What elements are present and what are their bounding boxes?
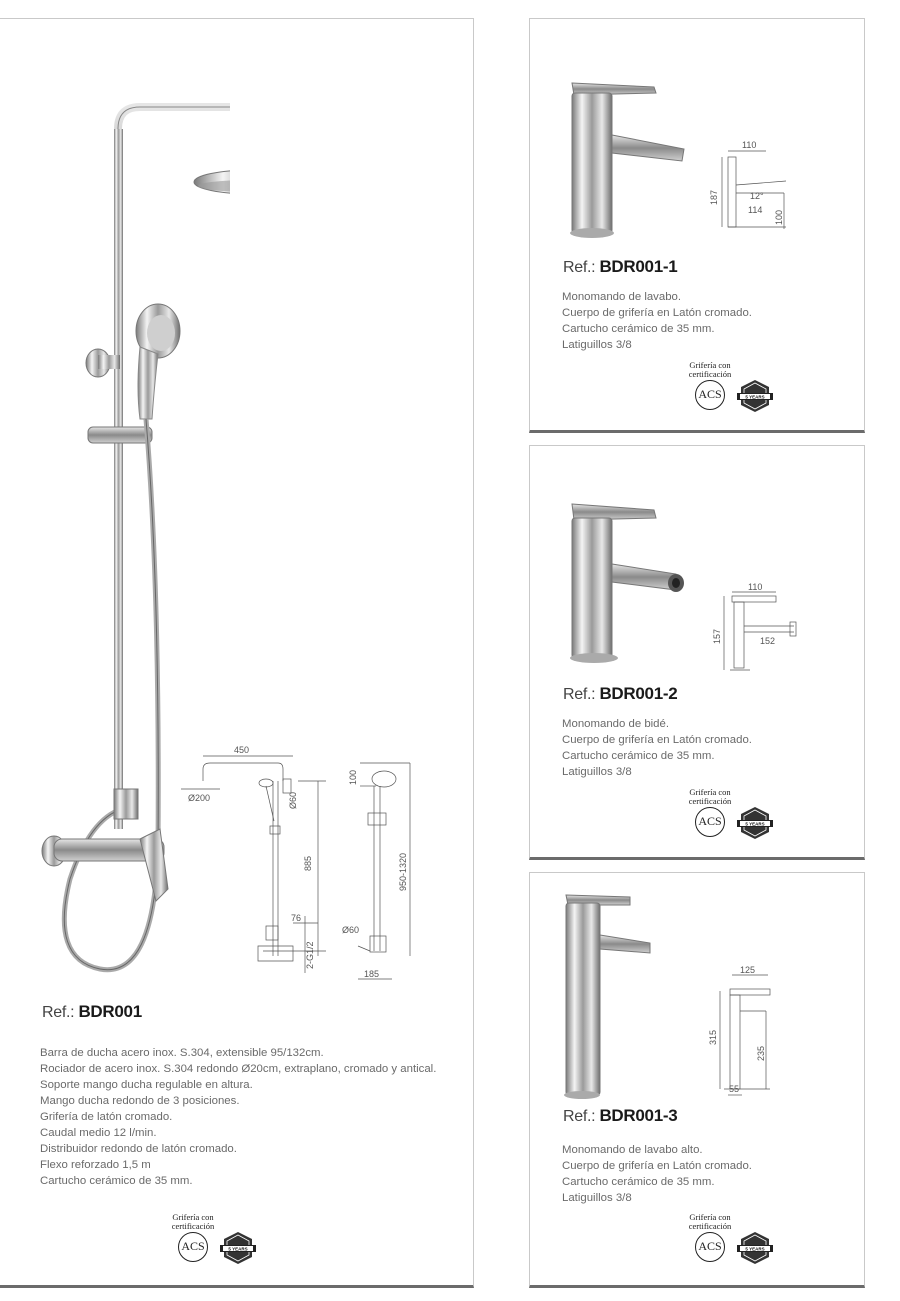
dim-support-diameter: Ø60	[288, 791, 298, 809]
description-line: Grifería de latón cromado.	[40, 1111, 173, 1123]
description-line: Monomando de lavabo.	[562, 291, 682, 303]
dim-reach: 152	[760, 636, 776, 646]
dim-spout-height: 100	[774, 209, 784, 225]
description-line: Barra de ducha acero inox. S.304, extensible 95/132cm.	[40, 1047, 324, 1059]
product-card-bdr001-3	[529, 872, 865, 1288]
ref-prefix: Ref.:	[42, 1004, 75, 1021]
product-description	[562, 1142, 752, 1206]
ref-code: BDR001	[78, 1002, 142, 1021]
dim-spout-height: 235	[756, 1045, 766, 1061]
svg-text:5 YEARS: 5 YEARS	[745, 821, 765, 827]
description-line: Latiguillos 3/8	[562, 766, 632, 778]
dim-reach: 114	[748, 205, 763, 215]
dim-offset: 76	[291, 913, 302, 923]
bdr001-side-drawing	[340, 741, 430, 991]
svg-text:5 YEARS: 5 YEARS	[228, 1246, 248, 1252]
certification-block	[667, 1213, 787, 1269]
warranty-badge-icon	[737, 1231, 773, 1265]
warranty-badge-icon	[220, 1231, 256, 1265]
dim-width: 110	[742, 140, 757, 150]
dim-base-diameter: Ø60	[342, 925, 360, 935]
acs-icon: ACS	[695, 380, 725, 410]
product-card-bdr001-2	[529, 445, 865, 860]
product-description	[40, 1045, 436, 1189]
product-description	[562, 289, 752, 353]
description-line: Monomando de bidé.	[562, 718, 670, 730]
certification-label: Grifería con certificación	[171, 1212, 215, 1231]
warranty-badge-icon	[737, 806, 773, 840]
acs-icon: ACS	[178, 1232, 208, 1262]
description-line: Cartucho cerámico de 35 mm.	[562, 750, 715, 762]
ref-label	[563, 1106, 677, 1126]
dim-width: 125	[740, 965, 756, 975]
product-card-bdr001	[0, 18, 474, 1288]
ref-prefix: Ref.:	[563, 1108, 596, 1125]
bdr001-2-technical-drawing	[710, 580, 850, 680]
dim-thread: 2-G1/2	[305, 941, 315, 969]
description-line: Rociador de acero inox. S.304 redondo Ø20cm, extraplano, cromado y antical.	[40, 1063, 437, 1075]
basin-mixer-image	[564, 73, 694, 243]
acs-icon: ACS	[695, 1232, 725, 1262]
certification-label: Grifería con certificación	[688, 360, 732, 379]
tall-basin-mixer-image	[564, 893, 694, 1103]
dim-base: 55	[729, 1084, 740, 1094]
dim-width: 110	[748, 582, 763, 592]
description-line: Flexo reforzado 1,5 m	[40, 1159, 151, 1171]
dim-range: 950-1320	[398, 852, 408, 891]
description-line: Distribuidor redondo de latón cromado.	[40, 1143, 237, 1155]
ref-code: BDR001-2	[599, 684, 678, 703]
ref-prefix: Ref.:	[563, 259, 596, 276]
svg-text:5 YEARS: 5 YEARS	[745, 394, 765, 400]
description-line: Cuerpo de grifería en Latón cromado.	[562, 307, 752, 319]
description-line: Mango ducha redondo de 3 posiciones.	[40, 1095, 240, 1107]
description-line: Latiguillos 3/8	[562, 1192, 632, 1204]
acs-icon: ACS	[695, 807, 725, 837]
product-description	[562, 716, 752, 780]
description-line: Cartucho cerámico de 35 mm.	[562, 1176, 715, 1188]
certification-block	[667, 361, 787, 417]
description-line: Monomando de lavabo alto.	[562, 1144, 703, 1156]
ref-label	[563, 257, 677, 277]
dim-top: 100	[348, 769, 358, 785]
description-line: Cuerpo de grifería en Latón cromado.	[562, 734, 752, 746]
dim-height: 187	[709, 189, 719, 205]
dim-angle: 12°	[750, 191, 764, 201]
bdr001-3-technical-drawing	[706, 961, 846, 1101]
ref-label	[42, 1002, 142, 1022]
dim-height: 315	[708, 1029, 718, 1045]
product-card-bdr001-1	[529, 18, 865, 433]
svg-text:5 YEARS: 5 YEARS	[745, 1246, 765, 1252]
dim-height: 157	[712, 628, 722, 644]
description-line: Soporte mango ducha regulable en altura.	[40, 1079, 253, 1091]
certification-label: Grifería con certificación	[688, 787, 732, 806]
bdr001-1-technical-drawing	[700, 137, 850, 237]
description-line: Latiguillos 3/8	[562, 339, 632, 351]
dim-depth: 185	[364, 969, 380, 979]
ref-code: BDR001-3	[599, 1106, 678, 1125]
description-line: Caudal medio 12 l/min.	[40, 1127, 157, 1139]
bidet-mixer-image	[564, 498, 694, 668]
dim-head-diameter: Ø200	[188, 793, 211, 803]
ref-label	[563, 684, 677, 704]
certification-label: Grifería con certificación	[688, 1212, 732, 1231]
ref-prefix: Ref.:	[563, 686, 596, 703]
description-line: Cartucho cerámico de 35 mm.	[562, 323, 715, 335]
certification-block	[150, 1213, 270, 1269]
ref-code: BDR001-1	[599, 257, 678, 276]
description-line: Cuerpo de grifería en Latón cromado.	[562, 1160, 752, 1172]
dim-height: 885	[303, 855, 313, 871]
warranty-badge-icon	[737, 379, 773, 413]
dim-width: 450	[234, 745, 250, 755]
certification-block	[667, 788, 787, 844]
description-line: Cartucho cerámico de 35 mm.	[40, 1175, 193, 1187]
